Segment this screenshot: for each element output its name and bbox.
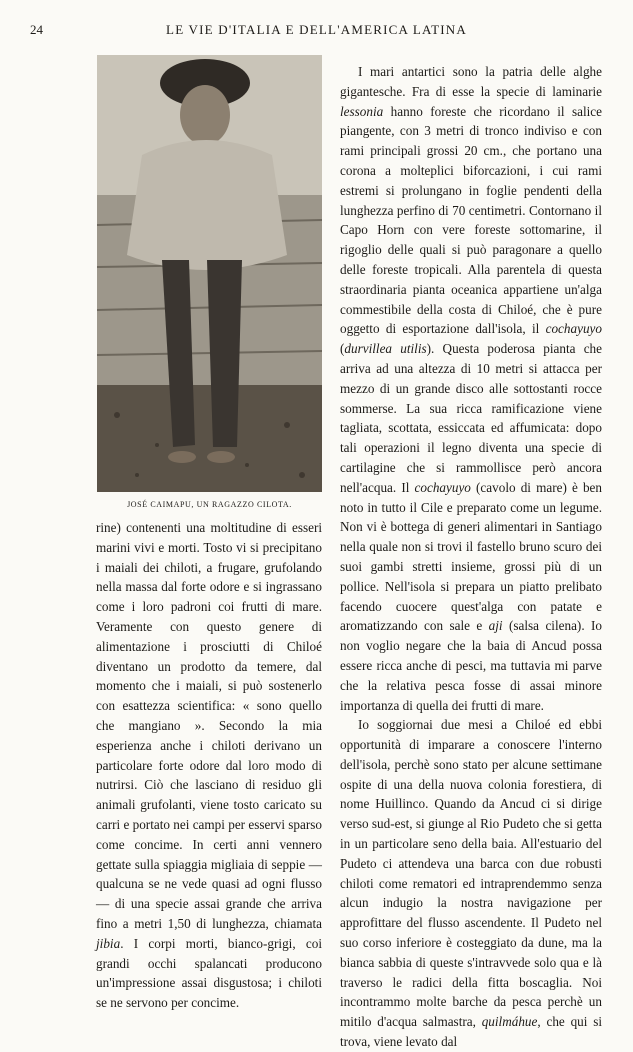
photo-boy	[97, 55, 322, 492]
text-run: , che qui si trova, viene levato dal	[340, 1014, 603, 1050]
text-run: I mari antartici sono la patria delle alghe gigantesche. Fra di esse la specie di laminarie	[340, 64, 602, 99]
left-column	[96, 518, 322, 1013]
text-run: Io soggiornai due mesi a Chiloé ed ebbi opportunità di imparare a conoscere l'interno dell'isola, perchè sono stato per alcune settimane ospite di una della nuova colonia forestiera, di nome Huillinco. Quando da Ancud ci si dirige verso sud-est, si giunge al Rio Pudeto che si getta in un particolare seno della baia. All'estuario del Pudeto ci attendeva una barca con due robusti chiloti come rematori ed intraprendemmo senza alcun indugio la nostra navigazione per approfittare del flusso ascendente. Il Pudeto nel suo corso inferiore è costeggiato da dune, ma la bianca sabbia di queste s'intravvede solo qua e là traverso le radici della fitta boscaglia. Noi incontrammo molte barche da pesca perchè un mitilo d'acqua salmastra,	[340, 717, 602, 1030]
italic-term: lessonia	[340, 103, 384, 119]
italic-term: jibia	[96, 935, 121, 951]
text-run: rine) contenenti una moltitudine di esseri marini vivi e morti. Tosto vi si precipitano i maiali dei chiloti, a frugare, grufolando nella massa dal forte odore e si ingrassano come i loro padroni coi frutti di mare. Veramente con questo genere di alimentazione i prosciutti di Chiloé diventano un prodotto da temere, dal momento che i maiali, si può sostenerlo con esattezza scientifica: « sono quello che mangiano ». Secondo la mia esperienza anche i chiloti derivano un particolare forte odore dal loro modo di nutrirsi. Ciò che lasciano di residuo gli animali grufolanti, viene tosto caricato su carri e portato nei campi per esservi sparso come concime. In certi anni vennero gettate sulla spiaggia migliaia di seppie — qualcuna se ne vede quasi ad ogni flusso — di una specie assai grande che arriva fino a metri 1,50 di lunghezza, chiamata	[96, 520, 322, 931]
photo-illustration	[97, 55, 322, 492]
right-column	[340, 62, 602, 1052]
paragraph	[96, 518, 322, 1013]
text-run: ). Questa poderosa pianta che arriva ad una altezza di 10 metri si attacca per mezzo di un grande disco alle sottostanti rocce sommerse. La sua ricca ramificazione viene tagliata, scottata, essiccata ed affumicata: dopo tali operazioni il legno diventa una specie di cartilagine che si rammollisce però ancora nell'acqua. Il	[340, 341, 603, 495]
text-run: (cavolo di mare) è ben noto in tutto il Cile e preparato come un legume. Non vi è bottega di generi alimentari in Santiago nella quale non si trovi il fastello bruno scuro dei suoi gambi stretti insieme, grossi più di un pollice. Nell'isola si prepara un piatto prelibato facendo cuocere quest'alga con patate e aromatizzando con sale e	[340, 479, 602, 634]
paragraph	[340, 715, 602, 1052]
text-run: . I corpi morti, bianco-grigi, coi grandi occhi spalancati producono un'impressione assai disgustosa; i chiloti se ne servono per concime.	[96, 935, 322, 1011]
page-header	[20, 22, 613, 42]
text-run: (	[340, 341, 345, 357]
text-run: hanno foreste che ricordano il salice piangente, con 3 metri di tronco indiviso e con rami principali grossi 20 cm., che portano una corona a molteplici biforcazioni, i cui rami estremi si prolungano in foglie pendenti della lunghezza perfino di 70 centimetri. Contornano il Capo Horn con vere foreste sottomarine, il rigoglio delle quali si può paragonare a quello delle foreste tropicali. Alla parentela di questa straordinaria pianta oceanica appartiene un'alga commestibile della costa di Chiloé, che è pure oggetto di esportazione dall'isola, il	[340, 103, 602, 337]
italic-term: durvillea utilis	[344, 341, 427, 357]
italic-term: quilmáhue	[481, 1014, 538, 1030]
running-title: LE VIE D'ITALIA E DELL'AMERICA LATINA	[166, 22, 467, 37]
paragraph	[340, 62, 602, 715]
figure-caption: JOSÉ CAIMAPU, UN RAGAZZO CILOTA.	[127, 500, 292, 509]
italic-term: aji	[488, 618, 503, 634]
italic-term: cochayuyo	[414, 479, 471, 495]
text-run: (salsa cilena). Io non voglio negare che la baia di Ancud possa essere ricca anche di pesci, ma tuttavia mi parve che la relativa pesca fosse di assai minore importanza di quella dei frutti di mare.	[340, 618, 603, 713]
page-number: 24	[30, 22, 43, 37]
italic-term: cochayuyo	[545, 321, 602, 337]
